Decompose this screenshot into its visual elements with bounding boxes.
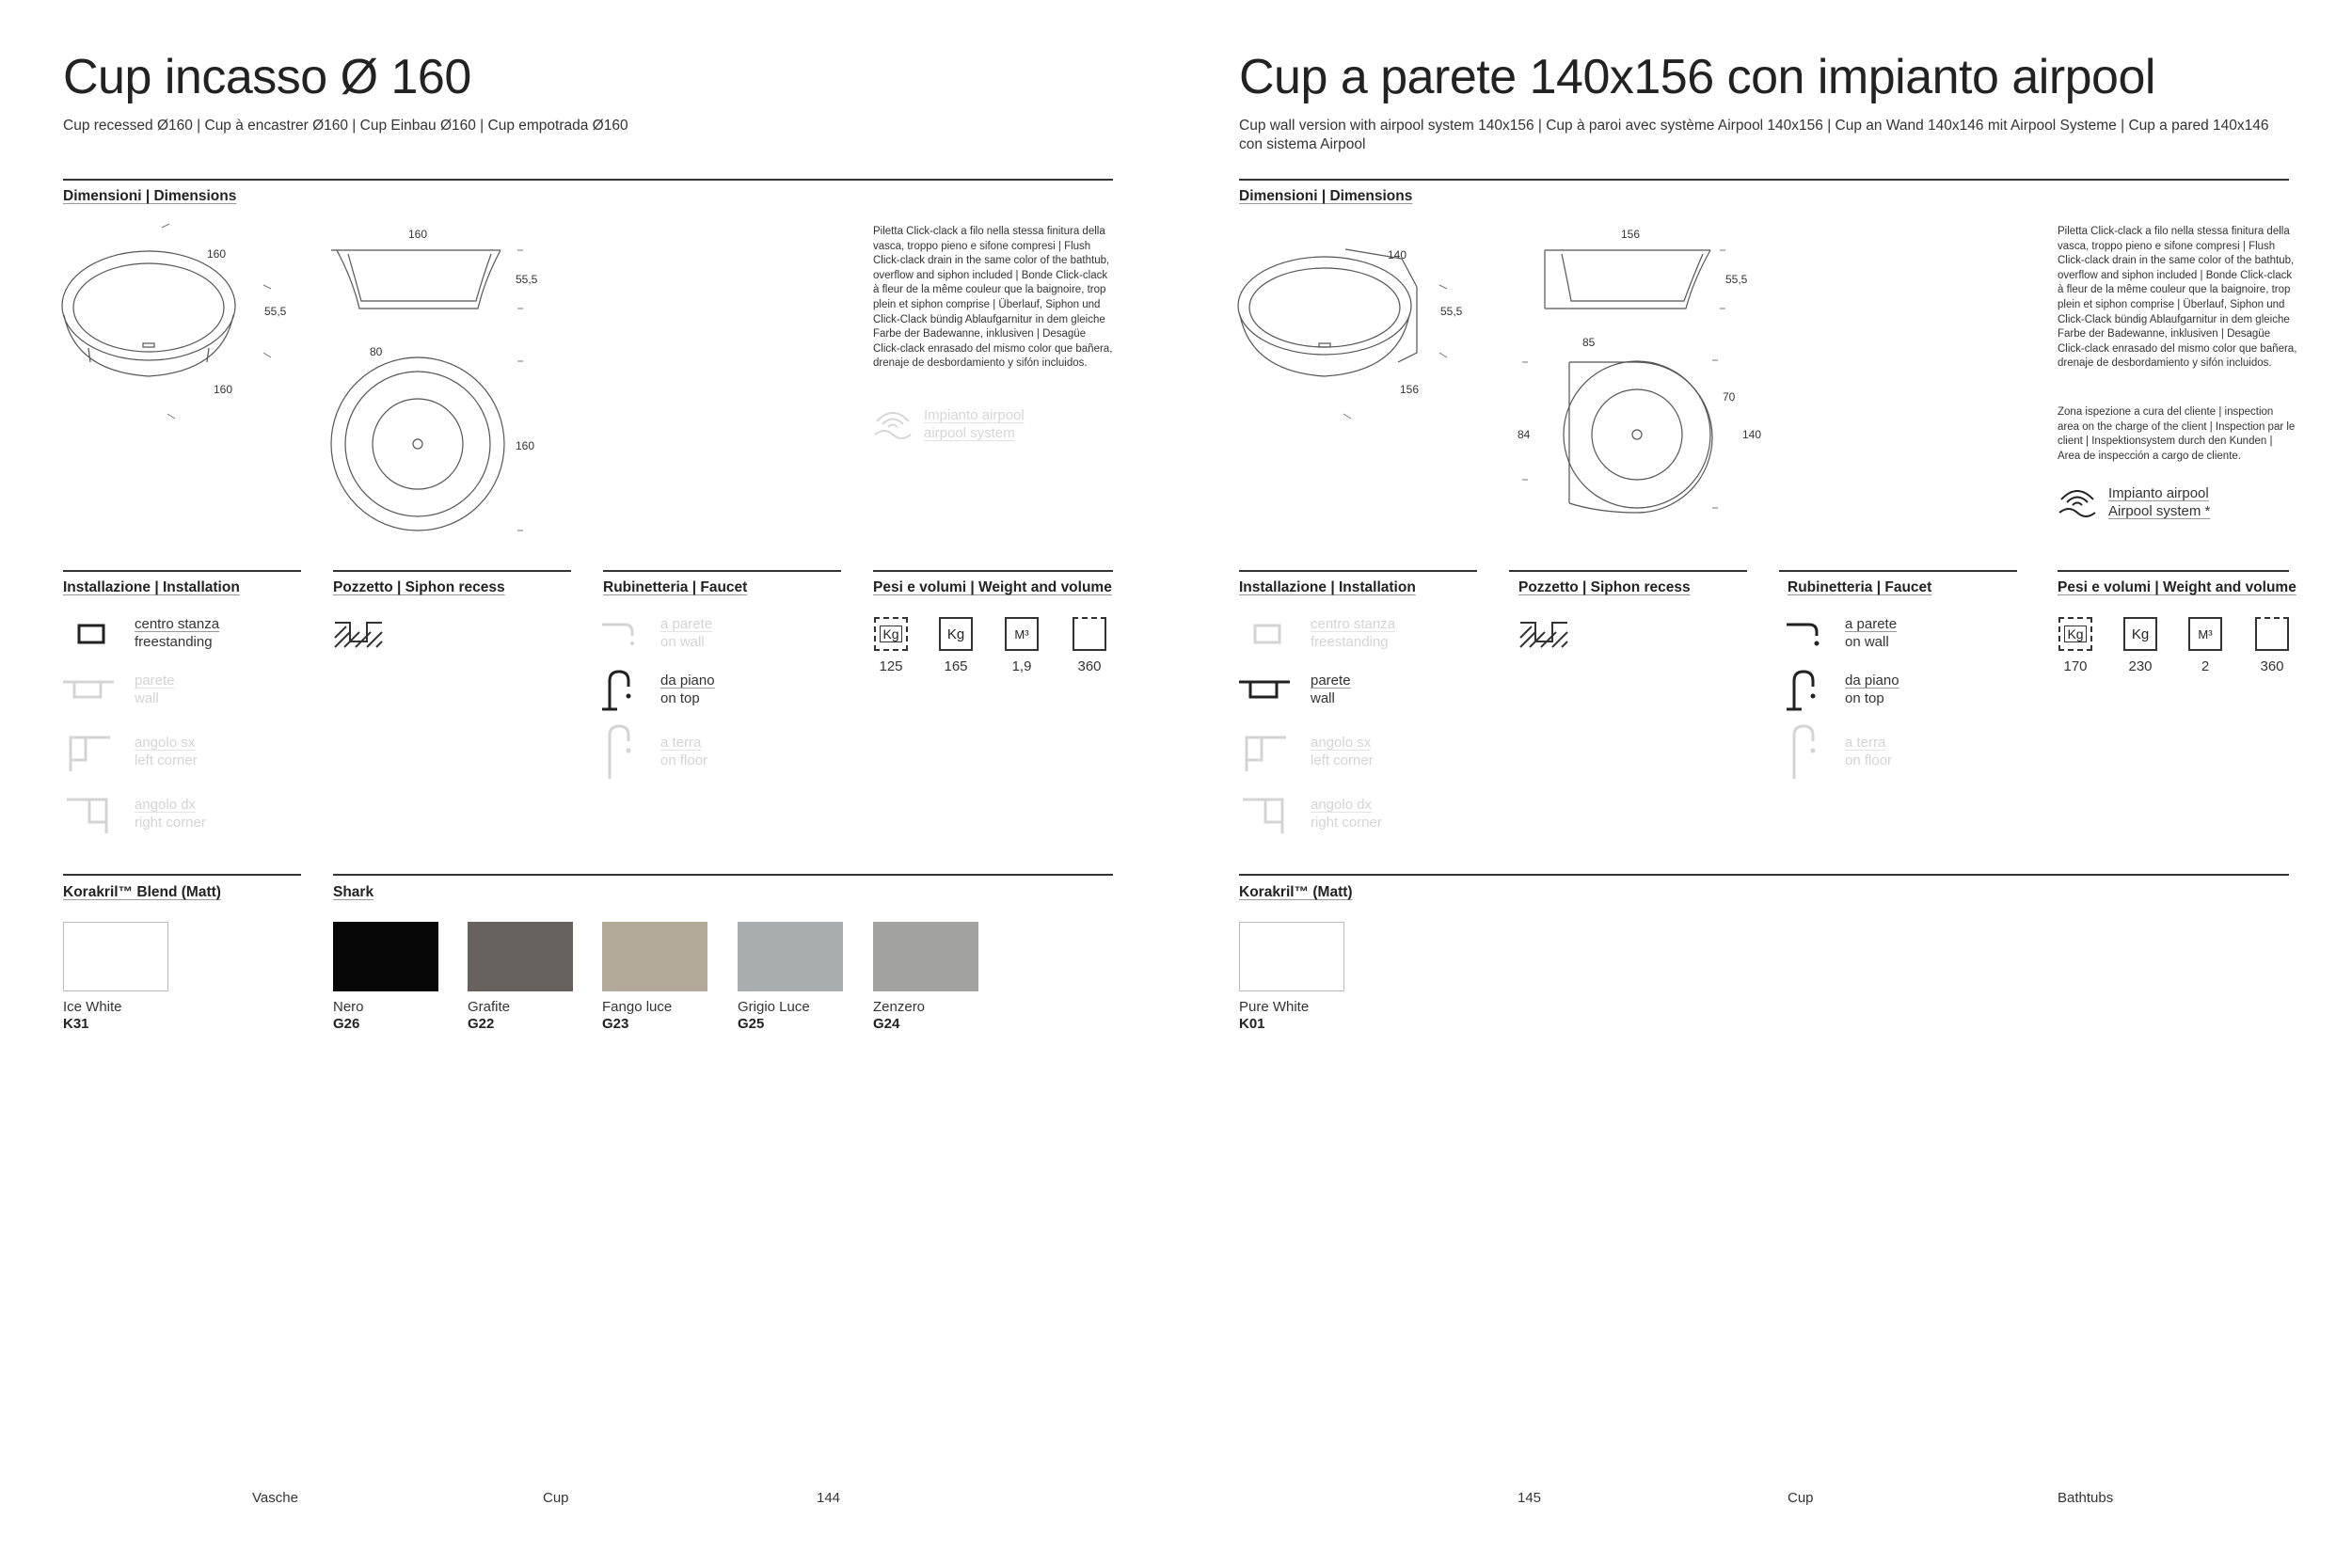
material-heading: Korakril™ Blend (Matt) (63, 884, 221, 900)
divider (1239, 179, 2289, 181)
divider (333, 874, 1113, 876)
dim-label: 160 (207, 247, 227, 261)
dim-label: 70 (1723, 390, 1736, 404)
floor-faucet-icon (600, 724, 638, 781)
capacity-icon (2255, 617, 2289, 651)
weight-value: 165 (944, 658, 968, 674)
plan-view-drawing (1543, 353, 1731, 522)
installation-option-left-corner: angolo sx left corner (63, 734, 198, 771)
plan-view-drawing (329, 350, 536, 538)
color-swatch (63, 922, 168, 991)
color-swatch (1239, 922, 1344, 991)
drain-note: Piletta Click-clack a filo nella stessa finitura della vasca, troppo pieno e sifone compresi | Flush Click-clack drain in the same color of the bathtub, overflow and siphon included | Bonde Click-clack à fleur de la même couleur que la baignoire, trop plein et siphon comprise | Überlauf, Siphon und Click-Clack bündig Ablaufgarnitur in dem gleiche Farbe der Badewanne, inklusiven | Desagüe Click-clack enrasado del mismo color que bañera, drenaje de desbordamiento y sifón incluidos. (2058, 226, 2297, 370)
footer-product: Cup (543, 1490, 569, 1506)
dim-label: 55,5 (1725, 273, 1748, 286)
dim-label: 55,5 (1440, 305, 1463, 318)
dim-label: 160 (408, 228, 428, 241)
volume-value: 1,9 (1011, 658, 1032, 674)
cubic-meter-icon: M³ (1005, 617, 1039, 651)
faucet-option-wall: a parete on wall (1783, 615, 1897, 653)
material-heading: Korakril™ (Matt) (1239, 884, 1353, 900)
kg-icon: Kg (2123, 617, 2157, 651)
footer-product: Cup (1788, 1490, 1814, 1506)
capacity-icon (1073, 617, 1106, 651)
divider (63, 179, 1113, 181)
color-swatch (873, 922, 978, 991)
page-title: Cup a parete 140x156 con impianto airpool (1239, 50, 2155, 104)
siphon-recess-icon (333, 617, 386, 649)
dimensions-heading: Dimensioni | Dimensions (1239, 188, 1413, 204)
divider (1779, 570, 2017, 572)
footer-section: Bathtubs (2058, 1490, 2114, 1506)
weight-gross (930, 617, 982, 674)
perspective-drawing (56, 221, 292, 428)
capacity (2246, 617, 2298, 674)
divider (63, 874, 301, 876)
page-subtitle: Cup recessed Ø160 | Cup à encastrer Ø160 | Cup Einbau Ø160 | Cup empotrada Ø160 (63, 118, 628, 134)
page-title: Cup incasso Ø 160 (63, 50, 471, 104)
installation-option-wall: parete wall (63, 672, 175, 709)
right-corner-icon (63, 796, 114, 833)
airpool-label: Impianto airpool (2108, 485, 2209, 501)
airpool-icon (2058, 484, 2097, 520)
wall-faucet-icon (1785, 615, 1822, 653)
dim-label: 156 (1621, 228, 1641, 241)
cubic-meter-icon: M³ (2188, 617, 2222, 651)
inspection-note: Zona ispezione a cura del cliente | inspection area on the charge of the client | Inspection par le client | Inspektionsystem durch den Kunden | Area de inspección a cargo de cliente. (2058, 406, 2296, 462)
faucet-option-floor: a terra on floor (1783, 734, 1892, 771)
airpool-label-en: airpool system (924, 425, 1015, 441)
dim-label: 160 (214, 383, 233, 396)
kg-icon: Kg (2058, 617, 2092, 651)
faucet-heading: Rubinetteria | Faucet (1788, 579, 1932, 595)
volume-value: 2 (2201, 658, 2210, 674)
swatch-label: Nero G26 (333, 999, 364, 1032)
dim-label: 140 (1388, 248, 1407, 261)
divider (1239, 570, 1477, 572)
airpool-option (873, 406, 1025, 442)
airpool-label-en: Airpool system * (2108, 503, 2211, 519)
dimensions-heading: Dimensioni | Dimensions (63, 188, 237, 204)
capacity-value: 360 (1077, 658, 1102, 674)
weight-net (865, 617, 917, 674)
weight-value: 125 (879, 658, 903, 674)
shark-heading: Shark (333, 884, 374, 900)
divider (873, 570, 1113, 572)
divider (1509, 570, 1747, 572)
swatch-label: Grafite G22 (468, 999, 511, 1032)
swatch-label: Zenzero G24 (873, 999, 926, 1032)
divider (333, 570, 571, 572)
capacity (1063, 617, 1116, 674)
right-corner-icon (1239, 796, 1290, 833)
front-elevation-drawing (1543, 233, 1731, 318)
volume (2179, 617, 2232, 674)
installation-option-freestanding: centro stanza freestanding (1239, 615, 1395, 653)
installation-option-wall: parete wall (1239, 672, 1351, 709)
airpool-icon (873, 406, 913, 442)
dim-label: 55,5 (516, 273, 538, 286)
airpool-option (2058, 484, 2210, 520)
airpool-label: Impianto airpool (924, 407, 1025, 423)
dim-label: 156 (1400, 383, 1420, 396)
installation-option-right-corner: angolo dx right corner (63, 796, 206, 833)
volume (995, 617, 1048, 674)
right-page (1176, 0, 2352, 1568)
wall-icon (1239, 676, 1290, 705)
deck-faucet-icon (600, 670, 638, 711)
installation-option-left-corner: angolo sx left corner (1239, 734, 1374, 771)
installation-option-right-corner: angolo dx right corner (1239, 796, 1382, 833)
color-swatch (602, 922, 707, 991)
installation-heading: Installazione | Installation (63, 579, 240, 595)
dim-label: 55,5 (264, 305, 287, 318)
faucet-option-floor: a terra on floor (598, 734, 707, 771)
installation-option-freestanding: centro stanza freestanding (63, 615, 219, 653)
weights-heading: Pesi e volumi | Weight and volume (873, 579, 1112, 595)
color-swatch (468, 922, 573, 991)
page-subtitle: Cup wall version with airpool system 140x156 | Cup à paroi avec système Airpool 140x156 | Cup an Wand 140x146 mit Airpool Systeme | Cup a pared 140x146 con sistema Airpool (1239, 118, 2269, 152)
drain-note: Piletta Click-clack a filo nella stessa finitura della vasca, troppo pieno e sifone compresi | Flush Click-clack drain in the same color of the bathtub, overflow and siphon included | Bonde Click-clack à fleur de la même couleur que la baignoire, trop plein et siphon comprise | Überlauf, Siphon und Click-Clack bündig Ablaufgarnitur in dem gleiche Farbe der Badewanne, inklusiven | Desagüe Click-clack enrasado del mismo color que bañera, drenaje de desbordamiento y sifón incluidos. (873, 226, 1113, 370)
footer-section: Vasche (252, 1490, 298, 1506)
capacity-value: 360 (2260, 658, 2284, 674)
divider (63, 570, 301, 572)
divider (2058, 570, 2289, 572)
faucet-option-top: da piano on top (598, 672, 715, 709)
perspective-drawing (1232, 230, 1468, 428)
swatch-label: Grigio Luce G25 (738, 999, 810, 1032)
front-elevation-drawing (329, 233, 536, 318)
deck-faucet-icon (1785, 670, 1822, 711)
installation-heading: Installazione | Installation (1239, 579, 1416, 595)
left-corner-icon (63, 734, 114, 771)
wall-icon (63, 676, 114, 705)
divider (603, 570, 841, 572)
dim-label: 85 (1582, 336, 1596, 349)
left-corner-icon (1239, 734, 1290, 771)
swatch-label: Pure White K01 (1239, 999, 1310, 1032)
swatch-label: Fango luce G23 (602, 999, 673, 1032)
kg-icon: Kg (939, 617, 973, 651)
footer-page-number: 145 (1518, 1490, 1542, 1506)
wall-faucet-icon (600, 615, 638, 653)
dim-label: 160 (516, 439, 535, 452)
footer-page-number: 144 (817, 1490, 841, 1506)
faucet-option-top: da piano on top (1783, 672, 1899, 709)
siphon-heading: Pozzetto | Siphon recess (333, 579, 505, 595)
dim-label: 140 (1742, 428, 1762, 441)
weights-heading: Pesi e volumi | Weight and volume (2058, 579, 2296, 595)
swatch-label: Ice White K31 (63, 999, 122, 1032)
faucet-heading: Rubinetteria | Faucet (603, 579, 748, 595)
faucet-option-wall: a parete on wall (598, 615, 712, 653)
color-swatch (738, 922, 843, 991)
weight-value: 230 (2128, 658, 2153, 674)
siphon-recess-icon (1518, 617, 1571, 649)
weight-value: 170 (2063, 658, 2088, 674)
weight-gross (2114, 617, 2167, 674)
color-swatch (333, 922, 438, 991)
dim-label: 84 (1518, 428, 1531, 441)
dim-label: 80 (370, 345, 383, 358)
kg-icon: Kg (874, 617, 908, 651)
weight-net (2049, 617, 2102, 674)
siphon-heading: Pozzetto | Siphon recess (1518, 579, 1691, 595)
floor-faucet-icon (1785, 724, 1822, 781)
divider (1239, 874, 2289, 876)
freestanding-icon (1246, 620, 1283, 648)
freestanding-icon (70, 620, 107, 648)
